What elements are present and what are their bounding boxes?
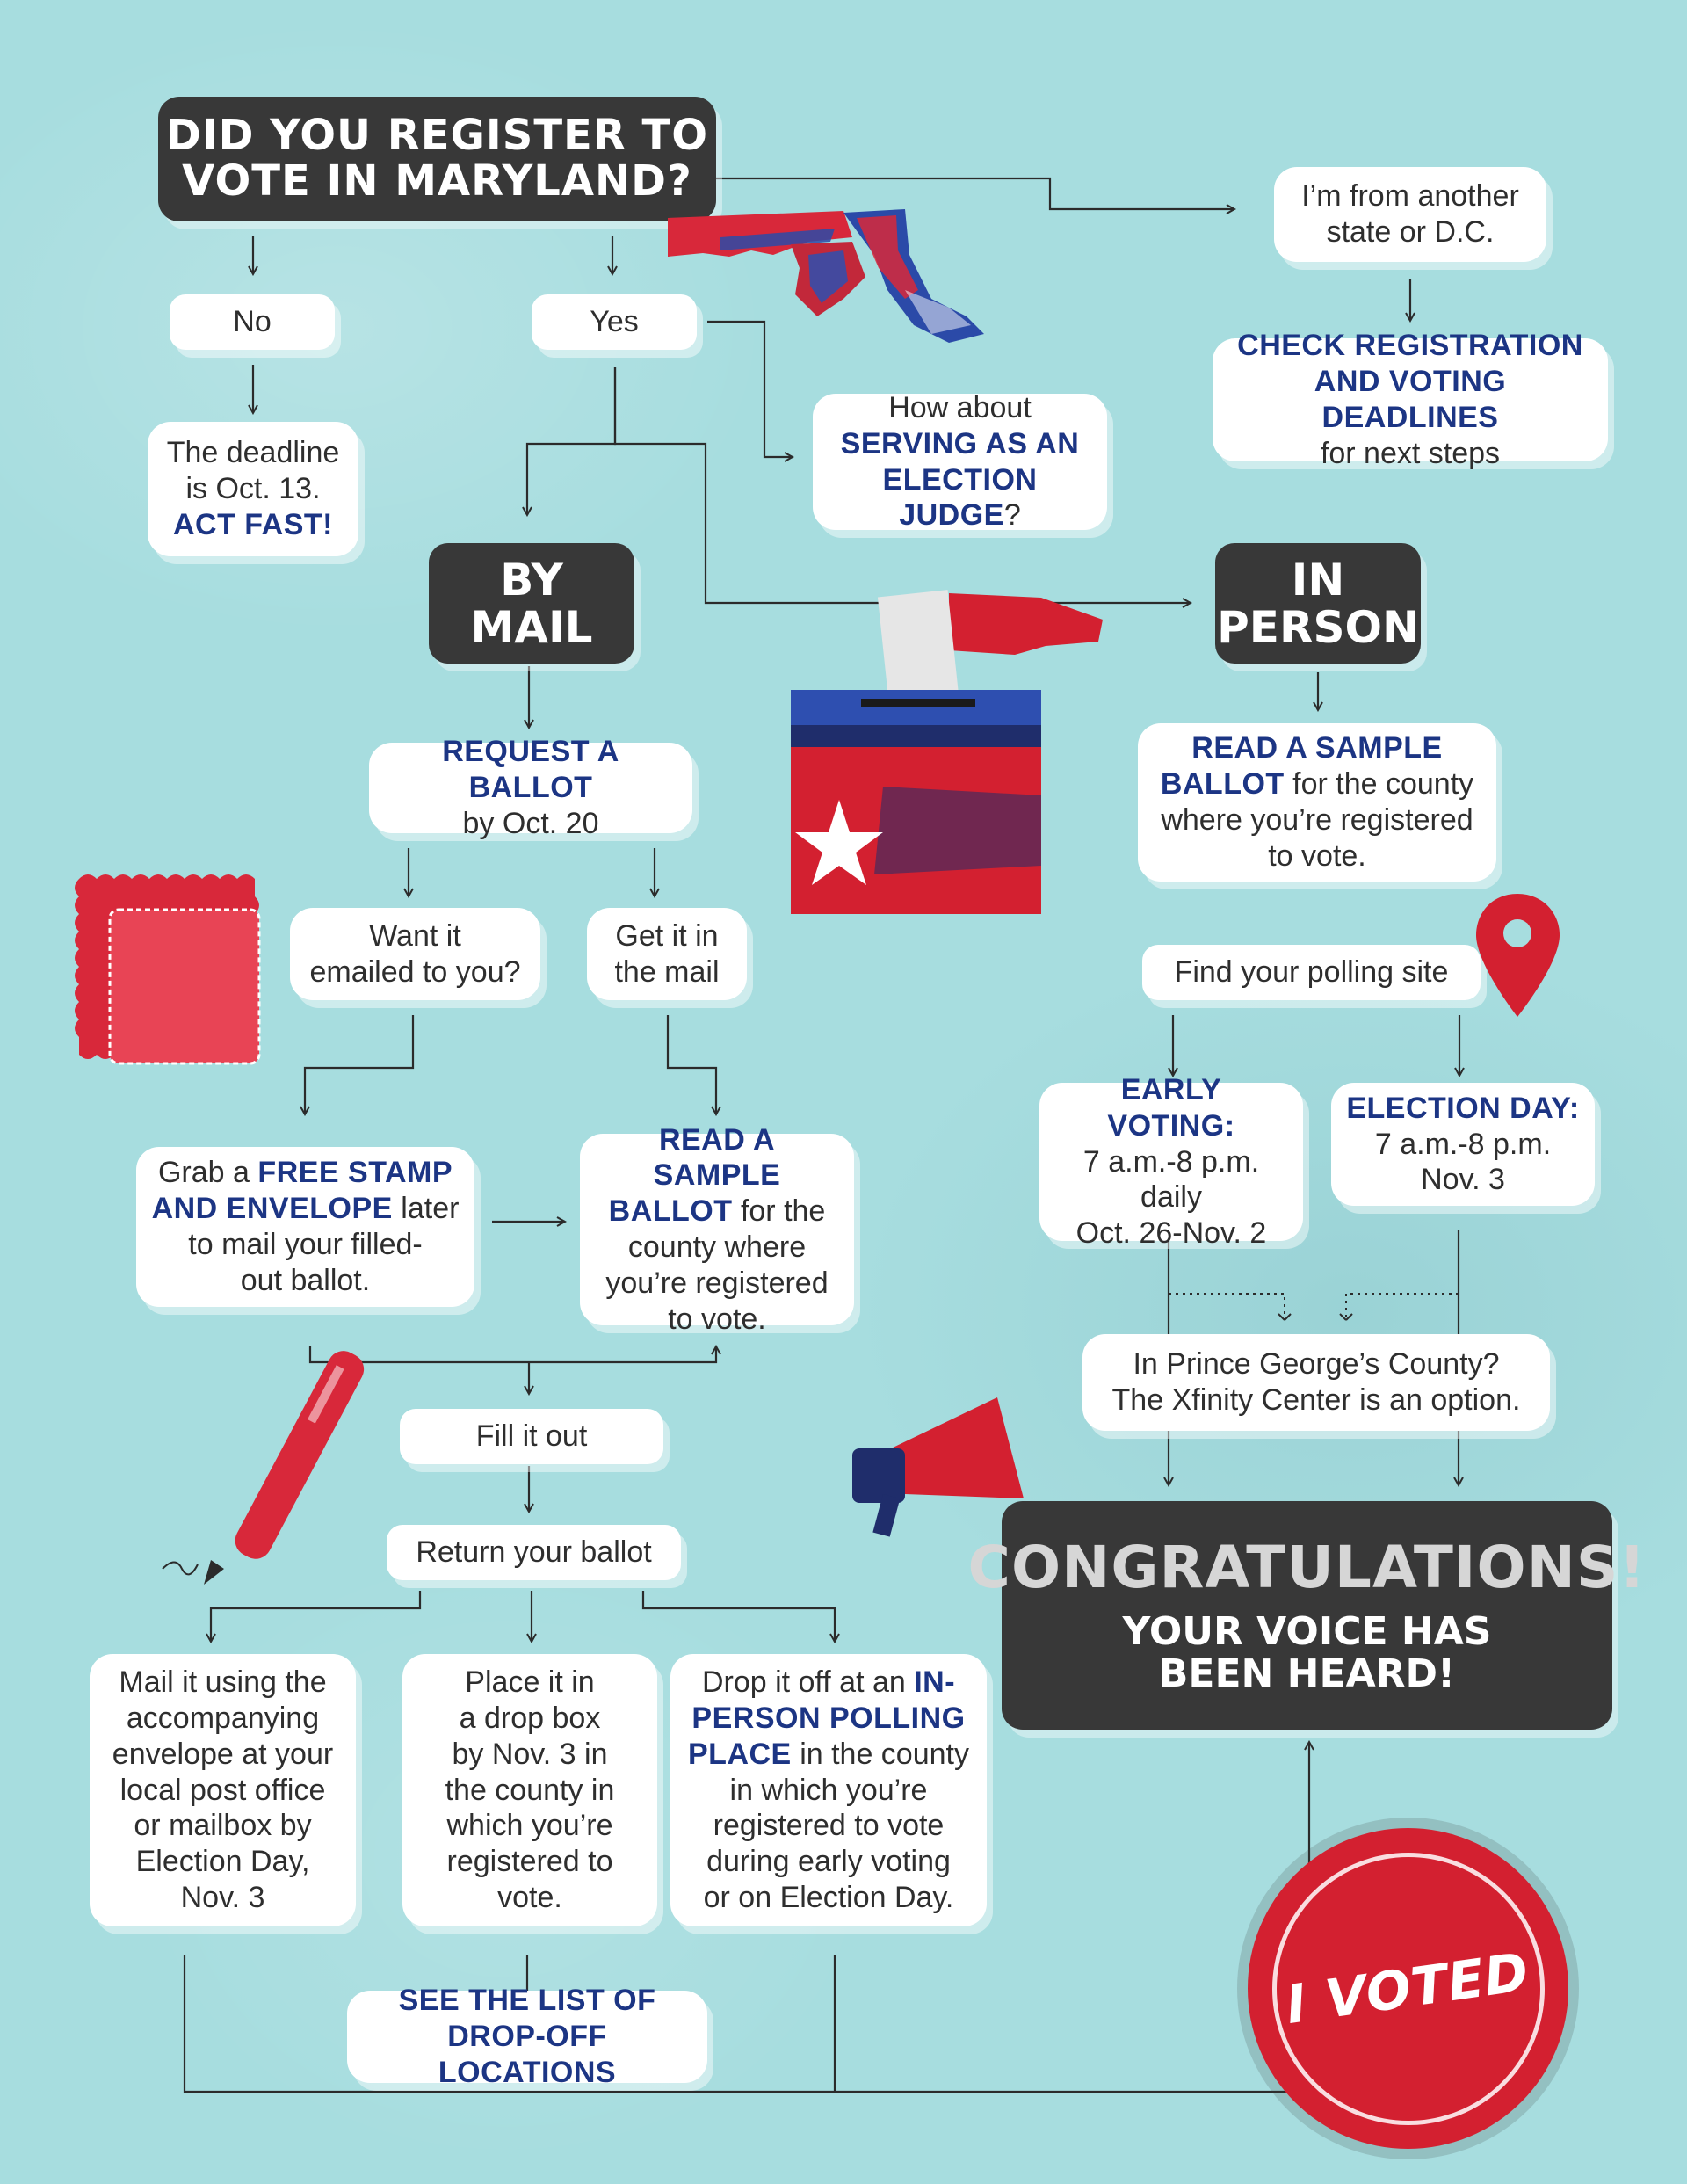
congratulations-line-2: YOUR VOICE HAS: [1122, 1609, 1492, 1655]
drop-off-line-5: registered to vote: [713, 1809, 945, 1843]
pen-illustration: [158, 1349, 387, 1595]
drop-box-box: [402, 1654, 657, 1926]
answer-yes[interactable]: [532, 294, 697, 350]
mail-it-line-7: Nov. 3: [180, 1880, 265, 1914]
drop-off-polling-link[interactable]: PERSON POLLING: [691, 1701, 966, 1735]
get-it-in-mail-box[interactable]: [587, 908, 747, 1000]
title-question-box: [158, 97, 716, 221]
free-stamp-prefix: Grab a: [157, 1156, 250, 1190]
request-ballot-box[interactable]: [369, 735, 692, 840]
drop-off-locations-box[interactable]: [347, 1984, 707, 2089]
find-polling-site-label: Find your polling site: [1174, 955, 1449, 990]
mail-it-line-5: or mailbox by: [134, 1809, 312, 1843]
want-it-emailed-box[interactable]: [290, 908, 540, 1000]
mail-it-line-3: envelope at your: [112, 1737, 334, 1771]
election-day-box: [1331, 1083, 1595, 1206]
early-voting-heading: EARLY VOTING:: [1107, 1073, 1235, 1143]
emailed-line-2: emailed to you?: [309, 954, 521, 989]
by-mail-heading: [429, 543, 634, 664]
prince-georges-line-2: The Xfinity Center is an option.: [1111, 1383, 1521, 1417]
in-person-sample-ballot-box[interactable]: [1138, 723, 1496, 882]
election-day-date: Nov. 3: [1421, 1163, 1505, 1197]
drop-off-place-link[interactable]: PLACE: [688, 1737, 792, 1771]
in-person-sample-line-3: where you’re registered: [1161, 803, 1473, 837]
answer-yes-label: Yes: [590, 305, 639, 339]
title-line-2: VOTE IN MARYLAND?: [182, 156, 692, 206]
request-ballot-deadline: by Oct. 20: [462, 806, 599, 840]
early-voting-hours: 7 a.m.-8 p.m.: [1082, 1144, 1260, 1179]
mail-it-line-6: Election Day,: [135, 1845, 310, 1879]
congratulations-line-3: BEEN HEARD!: [1158, 1651, 1456, 1696]
and-envelope-link[interactable]: AND ENVELOPE: [151, 1192, 393, 1226]
drop-off-locations-link-1[interactable]: SEE THE LIST OF: [398, 1984, 656, 2018]
election-day-heading: ELECTION DAY:: [1346, 1091, 1580, 1125]
free-stamp-line-3: to mail your filled-: [188, 1228, 423, 1261]
early-voting-frequency: daily: [1140, 1180, 1202, 1215]
drop-off-box[interactable]: [670, 1654, 987, 1926]
i-voted-text: I VOTED: [1282, 1941, 1534, 2036]
mail-sample-ballot-box[interactable]: [580, 1122, 854, 1336]
answer-no[interactable]: [170, 294, 335, 350]
deadline-line-1: The deadline: [166, 436, 340, 470]
in-mail-line-1: Get it in: [615, 918, 719, 953]
early-voting-box: [1039, 1073, 1303, 1251]
mail-it-line-4: local post office: [119, 1773, 326, 1807]
drop-off-line-4: in which you’re: [729, 1773, 928, 1807]
mail-it-box: [90, 1654, 356, 1926]
early-voting-dates: Oct. 26-Nov. 2: [1075, 1216, 1267, 1251]
return-ballot-label: Return your ballot: [416, 1535, 652, 1570]
answer-other-state[interactable]: [1274, 167, 1546, 262]
mail-sample-line-4: you’re registered: [605, 1266, 829, 1300]
by-mail-line-1: BY: [500, 554, 563, 606]
free-stamp-line-4: out ballot.: [240, 1263, 371, 1297]
deadline-box: [148, 422, 358, 556]
in-person-sample-line-4: to vote.: [1268, 838, 1366, 873]
mail-ballot-link[interactable]: BALLOT: [608, 1194, 733, 1229]
return-ballot-box: [387, 1525, 681, 1580]
request-ballot-link[interactable]: REQUEST A BALLOT: [442, 735, 619, 805]
next-steps-text: for next steps: [1320, 436, 1501, 470]
find-polling-site-box[interactable]: [1142, 945, 1481, 1000]
mail-it-line-2: accompanying: [126, 1701, 320, 1735]
ballot-box-illustration: [778, 576, 1111, 927]
drop-box-line-5: which you’re: [446, 1809, 613, 1843]
election-day-hours: 7 a.m.-8 p.m.: [1374, 1127, 1552, 1161]
free-stamp-link[interactable]: FREE STAMP: [257, 1156, 453, 1190]
drop-off-locations-link-2[interactable]: DROP-OFF LOCATIONS: [438, 2020, 617, 2089]
drop-box-line-3: by Nov. 3 in: [452, 1737, 608, 1771]
in-person-line-2: PERSON: [1217, 601, 1419, 653]
i-voted-sticker: [1248, 1828, 1568, 2149]
title-line-1: DID YOU REGISTER TO: [165, 111, 709, 161]
election-judge-question-mark: ?: [1003, 498, 1021, 533]
election-judge-link[interactable]: ELECTION JUDGE: [882, 462, 1038, 533]
mail-read-sample-link[interactable]: READ A SAMPLE: [653, 1122, 781, 1193]
stamp-illustration: [62, 866, 316, 1116]
election-judge-intro: How about: [888, 390, 1032, 424]
in-mail-line-2: the mail: [614, 954, 720, 989]
drop-box-line-4: the county in: [445, 1773, 615, 1807]
mail-sample-line-5: to vote.: [668, 1302, 766, 1336]
drop-box-line-7: vote.: [497, 1880, 562, 1914]
drop-off-in-link[interactable]: IN-: [914, 1665, 956, 1700]
in-person-sample-suffix: for the county: [1292, 767, 1474, 802]
prince-georges-box: [1082, 1334, 1550, 1431]
fill-it-out-box: [400, 1409, 663, 1464]
fill-it-out-label: Fill it out: [475, 1419, 588, 1454]
congratulations-box: [967, 1501, 1647, 1730]
mail-sample-line-3: county where: [627, 1230, 807, 1264]
election-judge-box[interactable]: [813, 390, 1107, 533]
voting-deadlines-link[interactable]: AND VOTING DEADLINES: [1314, 365, 1507, 434]
in-person-ballot-link[interactable]: BALLOT: [1160, 767, 1285, 802]
free-stamp-suffix: later: [401, 1192, 460, 1226]
answer-no-label: No: [233, 305, 272, 339]
maryland-map-illustration: [668, 202, 1019, 356]
in-person-read-sample-link[interactable]: READ A SAMPLE: [1191, 731, 1443, 765]
prince-georges-line-1: In Prince George’s County?: [1133, 1347, 1500, 1382]
free-stamp-box[interactable]: [136, 1147, 474, 1307]
in-person-line-1: IN: [1291, 554, 1345, 606]
in-person-heading: [1215, 543, 1421, 664]
emailed-line-1: Want it: [369, 918, 461, 953]
mail-it-line-1: Mail it using the: [119, 1665, 327, 1700]
check-registration-link[interactable]: CHECK REGISTRATION: [1237, 329, 1583, 363]
congratulations-heading: CONGRATULATIONS!: [967, 1533, 1647, 1601]
drop-box-line-2: a drop box: [459, 1701, 601, 1735]
deadline-line-2: is Oct. 13.: [185, 472, 321, 506]
act-fast-link[interactable]: ACT FAST!: [172, 507, 334, 541]
drop-off-prefix: Drop it off at an: [701, 1665, 906, 1700]
map-pin-icon: [1472, 889, 1564, 1021]
mail-sample-suffix: for the: [740, 1194, 826, 1229]
drop-box-line-6: registered to: [446, 1845, 613, 1879]
answer-other-state-label: I’m from another state or D.C.: [1301, 179, 1519, 249]
drop-box-line-1: Place it in: [465, 1665, 595, 1700]
drop-off-suffix: in the county: [800, 1737, 969, 1771]
serving-as-an-link[interactable]: SERVING AS AN: [840, 426, 1080, 461]
check-registration-box[interactable]: [1213, 329, 1608, 470]
by-mail-line-2: MAIL: [470, 601, 593, 653]
drop-off-line-6: during early voting: [706, 1845, 951, 1879]
drop-off-line-7: or on Election Day.: [703, 1880, 954, 1914]
